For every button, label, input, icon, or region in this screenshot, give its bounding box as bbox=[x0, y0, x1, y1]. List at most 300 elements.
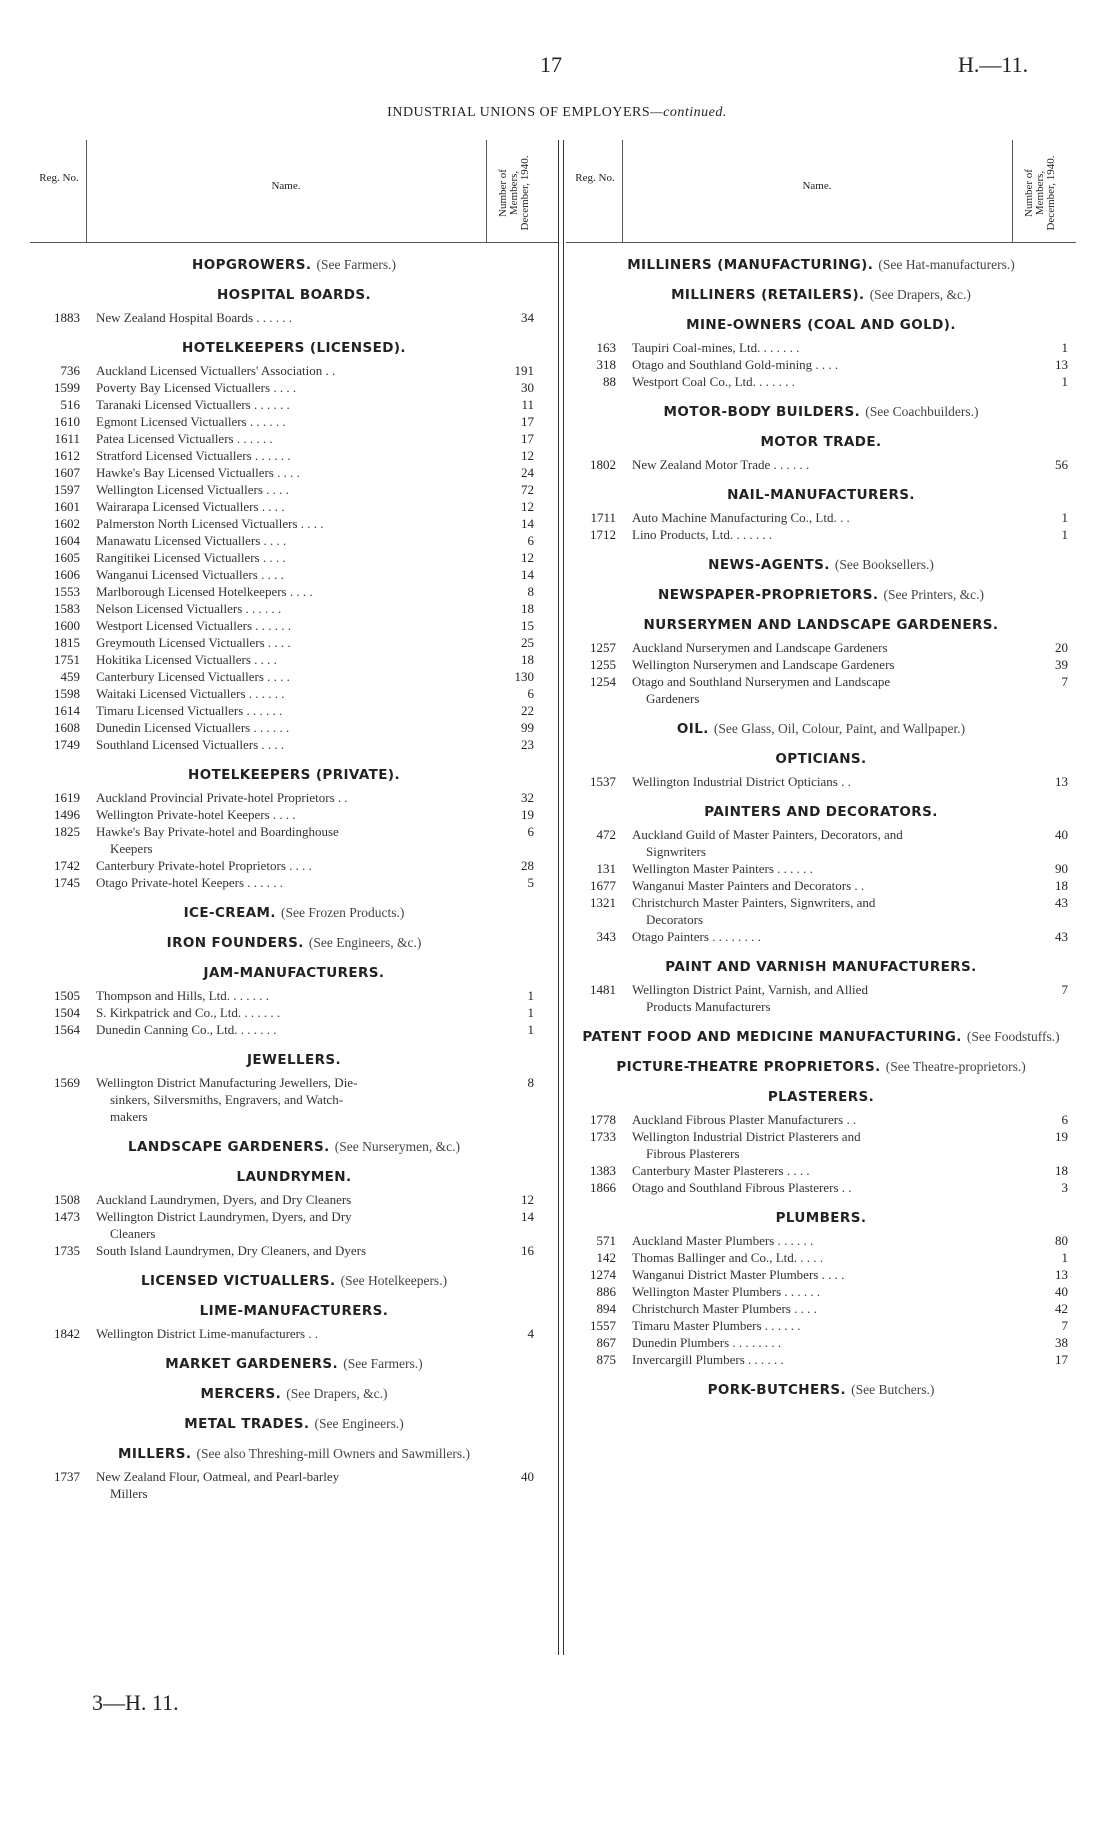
section-title: JAM-MANUFACTURERS. bbox=[203, 965, 385, 981]
reg-number: 736 bbox=[60, 363, 80, 378]
union-row bbox=[566, 860, 1076, 877]
union-name: Auckland Licensed Victuallers' Association . . bbox=[96, 363, 336, 378]
union-row bbox=[30, 736, 558, 753]
reg-number: 1599 bbox=[54, 380, 80, 395]
union-name: Auckland Fibrous Plaster Manufacturers . . bbox=[632, 1112, 857, 1127]
union-name: Auckland Guild of Master Painters, Decorators, and bbox=[632, 827, 903, 842]
union-name: New Zealand Flour, Oatmeal, and Pearl-barley bbox=[96, 1469, 340, 1484]
union-name: Nelson Licensed Victuallers . . . . . . bbox=[96, 601, 282, 616]
column-header bbox=[30, 140, 558, 243]
union-name: Otago and Southland Gold-mining . . . . bbox=[632, 357, 839, 372]
union-row bbox=[30, 1074, 558, 1091]
union-row bbox=[30, 1004, 558, 1021]
section-heading bbox=[566, 1210, 1076, 1226]
member-count: 40 bbox=[521, 1469, 534, 1484]
union-row bbox=[30, 1091, 558, 1108]
union-row bbox=[30, 719, 558, 736]
section-title: MINE-OWNERS (COAL AND GOLD). bbox=[686, 317, 956, 333]
right-column bbox=[566, 140, 1076, 1404]
member-count: 24 bbox=[521, 465, 534, 480]
union-name: Rangitikei Licensed Victuallers . . . . bbox=[96, 550, 286, 565]
section-title: MOTOR TRADE. bbox=[760, 434, 882, 450]
reg-number: 1815 bbox=[54, 635, 80, 650]
union-row bbox=[30, 634, 558, 651]
member-count: 1 bbox=[1061, 340, 1068, 355]
reg-number: 1473 bbox=[54, 1209, 80, 1224]
union-row bbox=[30, 806, 558, 823]
union-row bbox=[566, 373, 1076, 390]
reg-number: 1557 bbox=[590, 1318, 616, 1333]
section-title: NEWS-AGENTS. bbox=[708, 557, 830, 573]
union-row bbox=[566, 1128, 1076, 1145]
reg-number: 1257 bbox=[590, 640, 616, 655]
member-count: 18 bbox=[1055, 878, 1068, 893]
section-title: MILLERS. bbox=[118, 1446, 192, 1462]
section-title: METAL TRADES. bbox=[184, 1416, 310, 1432]
union-row bbox=[566, 981, 1076, 998]
section-heading bbox=[566, 804, 1076, 820]
union-name: Otago and Southland Fibrous Plasterers . . bbox=[632, 1180, 852, 1195]
reg-number: 131 bbox=[596, 861, 616, 876]
union-name: Dunedin Licensed Victuallers . . . . . . bbox=[96, 720, 290, 735]
reg-number: 1612 bbox=[54, 448, 80, 463]
name-header: Name. bbox=[802, 180, 832, 192]
union-name: Otago and Southland Nurserymen and Landscape bbox=[632, 674, 891, 689]
reg-number: 1274 bbox=[590, 1267, 616, 1282]
member-count: 38 bbox=[1055, 1335, 1068, 1350]
member-count: 6 bbox=[1061, 1112, 1068, 1127]
union-name: Manawatu Licensed Victuallers . . . . bbox=[96, 533, 287, 548]
section-heading bbox=[30, 1303, 558, 1319]
union-name: Otago Private-hotel Keepers . . . . . . bbox=[96, 875, 284, 890]
reg-number: 318 bbox=[596, 357, 616, 372]
union-name: Hokitika Licensed Victuallers . . . . bbox=[96, 652, 277, 667]
union-name: Auto Machine Manufacturing Co., Ltd. . . bbox=[632, 510, 850, 525]
union-row bbox=[30, 566, 558, 583]
reg-number: 88 bbox=[603, 374, 616, 389]
see-reference: (See Hat-manufacturers.) bbox=[878, 257, 1015, 272]
left-column-body bbox=[30, 257, 558, 1502]
reg-number: 1504 bbox=[54, 1005, 80, 1020]
section-heading bbox=[30, 1273, 558, 1289]
section-heading bbox=[566, 257, 1076, 273]
member-count: 12 bbox=[521, 550, 534, 565]
union-row bbox=[30, 309, 558, 326]
reg-number: 1611 bbox=[54, 431, 80, 446]
reg-number: 1583 bbox=[54, 601, 80, 616]
reg-number: 1614 bbox=[54, 703, 80, 718]
reg-number: 1607 bbox=[54, 465, 80, 480]
union-row bbox=[30, 1021, 558, 1038]
union-name: S. Kirkpatrick and Co., Ltd. . . . . . . bbox=[96, 1005, 281, 1020]
member-count: 14 bbox=[521, 567, 534, 582]
reg-number: 1677 bbox=[590, 878, 616, 893]
section-heading bbox=[30, 767, 558, 783]
reg-number: 343 bbox=[596, 929, 616, 944]
section-title: NEWSPAPER-PROPRIETORS. bbox=[658, 587, 879, 603]
section-title: IRON FOUNDERS. bbox=[166, 935, 304, 951]
section-title: JEWELLERS. bbox=[246, 1052, 342, 1068]
union-name: Timaru Master Plumbers . . . . . . bbox=[632, 1318, 801, 1333]
section-title: LANDSCAPE GARDENERS. bbox=[128, 1139, 330, 1155]
reg-number: 459 bbox=[60, 669, 80, 684]
section-title: HOPGROWERS. bbox=[192, 257, 312, 273]
reg-number: 163 bbox=[596, 340, 616, 355]
union-name: Wellington District Lime-manufacturers . . bbox=[96, 1326, 319, 1341]
reg-number: 1564 bbox=[54, 1022, 80, 1037]
reg-number: 1842 bbox=[54, 1326, 80, 1341]
member-count: 13 bbox=[1055, 357, 1068, 372]
reg-number: 1619 bbox=[54, 790, 80, 805]
section-heading bbox=[566, 557, 1076, 573]
union-name: Poverty Bay Licensed Victuallers . . . . bbox=[96, 380, 297, 395]
member-count: 13 bbox=[1055, 774, 1068, 789]
union-name: Canterbury Private-hotel Proprietors . . . . bbox=[96, 858, 312, 873]
union-name: Otago Painters . . . . . . . . bbox=[632, 929, 761, 944]
section-title: PORK-BUTCHERS. bbox=[707, 1382, 847, 1398]
section-title: MOTOR-BODY BUILDERS. bbox=[663, 404, 861, 420]
reg-number: 1597 bbox=[54, 482, 80, 497]
union-name: Taupiri Coal-mines, Ltd. . . . . . . bbox=[632, 340, 800, 355]
name-header: Name. bbox=[271, 180, 301, 192]
section-heading bbox=[30, 935, 558, 951]
section-title: HOTELKEEPERS (LICENSED). bbox=[182, 340, 406, 356]
reg-number: 886 bbox=[596, 1284, 616, 1299]
union-row bbox=[566, 998, 1076, 1015]
reg-number: 472 bbox=[596, 827, 616, 842]
union-name: Auckland Provincial Private-hotel Proprietors . . bbox=[96, 790, 348, 805]
left-column bbox=[30, 140, 558, 1502]
section-title: LIME-MANUFACTURERS. bbox=[199, 1303, 389, 1319]
union-name: Greymouth Licensed Victuallers . . . . bbox=[96, 635, 291, 650]
union-name: Christchurch Master Painters, Signwriters, and bbox=[632, 895, 876, 910]
section-heading bbox=[30, 1356, 558, 1372]
union-name: Fibrous Plasterers bbox=[646, 1146, 740, 1161]
union-name: Wellington Nurserymen and Landscape Gardeners bbox=[632, 657, 895, 672]
union-row bbox=[566, 911, 1076, 928]
reg-number: 1604 bbox=[54, 533, 80, 548]
union-row bbox=[30, 1325, 558, 1342]
union-row bbox=[30, 1108, 558, 1125]
reg-number: 867 bbox=[596, 1335, 616, 1350]
member-count: 130 bbox=[514, 669, 534, 684]
member-count: 19 bbox=[521, 807, 534, 822]
reg-number: 1711 bbox=[590, 510, 616, 525]
page-number: 17 bbox=[540, 52, 562, 77]
section-heading bbox=[30, 340, 558, 356]
section-title: OIL. bbox=[676, 721, 709, 737]
section-heading bbox=[566, 487, 1076, 503]
union-row bbox=[30, 532, 558, 549]
member-count: 22 bbox=[521, 703, 534, 718]
union-row bbox=[30, 379, 558, 396]
reg-number: 1383 bbox=[590, 1163, 616, 1178]
section-heading bbox=[30, 1446, 558, 1462]
section-heading bbox=[30, 1139, 558, 1155]
union-row bbox=[30, 1468, 558, 1485]
member-count: 56 bbox=[1055, 457, 1068, 472]
reg-number: 1508 bbox=[54, 1192, 80, 1207]
union-name: Invercargill Plumbers . . . . . . bbox=[632, 1352, 784, 1367]
union-name: Southland Licensed Victuallers . . . . bbox=[96, 737, 285, 752]
union-row bbox=[30, 447, 558, 464]
union-row bbox=[566, 843, 1076, 860]
section-title: PLASTERERS. bbox=[767, 1089, 875, 1105]
union-row bbox=[566, 1317, 1076, 1334]
see-reference: (See Glass, Oil, Colour, Paint, and Wallpaper.) bbox=[713, 721, 966, 736]
member-count: 18 bbox=[521, 652, 534, 667]
reg-no-header: Reg. No. bbox=[39, 172, 79, 184]
member-count: 7 bbox=[1061, 1318, 1068, 1333]
see-reference: (See also Threshing-mill Owners and Sawmillers.) bbox=[196, 1446, 470, 1461]
union-row bbox=[566, 1351, 1076, 1368]
union-name: Wellington Master Plumbers . . . . . . bbox=[632, 1284, 821, 1299]
member-count: 1 bbox=[527, 1005, 534, 1020]
document-reference: H.—11. bbox=[958, 52, 1029, 77]
union-row bbox=[30, 668, 558, 685]
reg-number: 1745 bbox=[54, 875, 80, 890]
union-row bbox=[566, 356, 1076, 373]
member-count: 7 bbox=[1061, 982, 1068, 997]
member-count: 18 bbox=[521, 601, 534, 616]
reg-number: 142 bbox=[596, 1250, 616, 1265]
union-name: Westport Licensed Victuallers . . . . . . bbox=[96, 618, 292, 633]
union-name: Signwriters bbox=[646, 844, 706, 859]
member-count: 14 bbox=[521, 1209, 534, 1224]
see-reference: (See Coachbuilders.) bbox=[865, 404, 979, 419]
section-title: OPTICIANS. bbox=[775, 751, 867, 767]
section-title: LICENSED VICTUALLERS. bbox=[140, 1273, 336, 1289]
union-row bbox=[30, 1242, 558, 1259]
union-row bbox=[30, 857, 558, 874]
union-row bbox=[566, 1283, 1076, 1300]
union-name: Auckland Nurserymen and Landscape Gardeners bbox=[632, 640, 888, 655]
member-count: 191 bbox=[514, 363, 534, 378]
reg-number: 516 bbox=[60, 397, 80, 412]
union-row bbox=[30, 651, 558, 668]
union-row bbox=[30, 583, 558, 600]
union-row bbox=[566, 1300, 1076, 1317]
union-name: Wellington District Laundrymen, Dyers, and Dry bbox=[96, 1209, 352, 1224]
reg-number: 1496 bbox=[54, 807, 80, 822]
member-count: 6 bbox=[527, 686, 534, 701]
reg-number: 1737 bbox=[54, 1469, 80, 1484]
reg-number: 1601 bbox=[54, 499, 80, 514]
member-count: 14 bbox=[521, 516, 534, 531]
section-heading bbox=[30, 1386, 558, 1402]
section-title: HOTELKEEPERS (PRIVATE). bbox=[188, 767, 400, 783]
reg-number: 1606 bbox=[54, 567, 80, 582]
member-count: 43 bbox=[1055, 929, 1068, 944]
section-heading bbox=[566, 751, 1076, 767]
member-count: 40 bbox=[1055, 827, 1068, 842]
section-heading bbox=[566, 587, 1076, 603]
section-title: PICTURE-THEATRE PROPRIETORS. bbox=[616, 1059, 881, 1075]
member-count: 28 bbox=[521, 858, 534, 873]
union-row bbox=[566, 1162, 1076, 1179]
union-row bbox=[30, 789, 558, 806]
reg-number: 1778 bbox=[590, 1112, 616, 1127]
see-reference: (See Drapers, &c.) bbox=[286, 1386, 388, 1401]
union-row bbox=[30, 823, 558, 840]
member-count: 16 bbox=[521, 1243, 534, 1258]
union-name: makers bbox=[110, 1109, 148, 1124]
union-name: Lino Products, Ltd. . . . . . . bbox=[632, 527, 773, 542]
union-name: New Zealand Hospital Boards . . . . . . bbox=[96, 310, 293, 325]
see-reference: (See Theatre-proprietors.) bbox=[885, 1059, 1026, 1074]
page-title: INDUSTRIAL UNIONS OF EMPLOYERS—continued. bbox=[387, 105, 727, 120]
section-title: MILLINERS (RETAILERS). bbox=[671, 287, 865, 303]
union-row bbox=[566, 456, 1076, 473]
members-header: Number of Members, December, 1940. bbox=[497, 155, 531, 231]
union-name: Canterbury Master Plasterers . . . . bbox=[632, 1163, 810, 1178]
union-row bbox=[30, 396, 558, 413]
union-name: Egmont Licensed Victuallers . . . . . . bbox=[96, 414, 286, 429]
union-name: Palmerston North Licensed Victuallers . . . . bbox=[96, 516, 324, 531]
reg-number: 1802 bbox=[590, 457, 616, 472]
union-name: Timaru Licensed Victuallers . . . . . . bbox=[96, 703, 283, 718]
union-name: Cleaners bbox=[110, 1226, 156, 1241]
union-name: Auckland Master Plumbers . . . . . . bbox=[632, 1233, 814, 1248]
union-row bbox=[30, 464, 558, 481]
reg-number: 1569 bbox=[54, 1075, 80, 1090]
reg-number: 1602 bbox=[54, 516, 80, 531]
member-count: 43 bbox=[1055, 895, 1068, 910]
reg-number: 875 bbox=[596, 1352, 616, 1367]
union-row bbox=[566, 1145, 1076, 1162]
section-title: PATENT FOOD AND MEDICINE MANUFACTURING. bbox=[582, 1029, 962, 1045]
reg-number: 1481 bbox=[590, 982, 616, 997]
member-count: 1 bbox=[527, 1022, 534, 1037]
member-count: 18 bbox=[1055, 1163, 1068, 1178]
union-name: Christchurch Master Plumbers . . . . bbox=[632, 1301, 817, 1316]
reg-number: 1610 bbox=[54, 414, 80, 429]
member-count: 1 bbox=[1061, 374, 1068, 389]
union-row bbox=[30, 481, 558, 498]
section-title: NURSERYMEN AND LANDSCAPE GARDENERS. bbox=[643, 617, 999, 633]
see-reference: (See Drapers, &c.) bbox=[869, 287, 971, 302]
union-name: Stratford Licensed Victuallers . . . . . . bbox=[96, 448, 291, 463]
section-title: MILLINERS (MANUFACTURING). bbox=[627, 257, 874, 273]
union-name: Taranaki Licensed Victuallers . . . . . . bbox=[96, 397, 290, 412]
column-divider bbox=[563, 140, 564, 1655]
reg-number: 1742 bbox=[54, 858, 80, 873]
section-title: NAIL-MANUFACTURERS. bbox=[727, 487, 915, 503]
see-reference: (See Frozen Products.) bbox=[281, 905, 405, 920]
union-row bbox=[30, 413, 558, 430]
member-count: 12 bbox=[521, 499, 534, 514]
union-name: Wellington Industrial District Plasterers and bbox=[632, 1129, 861, 1144]
union-name: Wellington District Paint, Varnish, and Allied bbox=[632, 982, 868, 997]
see-reference: (See Printers, &c.) bbox=[883, 587, 984, 602]
section-heading bbox=[30, 257, 558, 273]
union-row bbox=[30, 617, 558, 634]
union-row bbox=[30, 874, 558, 891]
member-count: 42 bbox=[1055, 1301, 1068, 1316]
column-header bbox=[566, 140, 1076, 243]
section-title: MARKET GARDENERS. bbox=[165, 1356, 339, 1372]
union-name: Thomas Ballinger and Co., Ltd. . . . . bbox=[632, 1250, 824, 1265]
reg-number: 1605 bbox=[54, 550, 80, 565]
member-count: 6 bbox=[527, 533, 534, 548]
reg-number: 1537 bbox=[590, 774, 616, 789]
member-count: 72 bbox=[521, 482, 534, 497]
section-title: LAUNDRYMEN. bbox=[236, 1169, 352, 1185]
section-heading bbox=[566, 959, 1076, 975]
reg-number: 1505 bbox=[54, 988, 80, 1003]
column-divider bbox=[558, 140, 559, 1655]
union-name: Wanganui Master Painters and Decorators . . bbox=[632, 878, 865, 893]
member-count: 8 bbox=[527, 584, 534, 599]
member-count: 30 bbox=[521, 380, 534, 395]
union-name: Decorators bbox=[646, 912, 704, 927]
member-count: 6 bbox=[527, 824, 534, 839]
reg-number: 1321 bbox=[590, 895, 616, 910]
reg-number: 1608 bbox=[54, 720, 80, 735]
union-row bbox=[30, 1208, 558, 1225]
section-title: PLUMBERS. bbox=[775, 1210, 867, 1226]
member-count: 5 bbox=[527, 875, 534, 890]
union-row bbox=[30, 362, 558, 379]
union-row bbox=[30, 515, 558, 532]
section-title: MERCERS. bbox=[200, 1386, 282, 1402]
union-name: Products Manufacturers bbox=[646, 999, 771, 1014]
reg-number: 894 bbox=[596, 1301, 616, 1316]
see-reference: (See Foodstuffs.) bbox=[966, 1029, 1060, 1044]
union-row bbox=[30, 498, 558, 515]
member-count: 25 bbox=[521, 635, 534, 650]
union-name: Keepers bbox=[110, 841, 153, 856]
union-name: Wellington Industrial District Opticians . . bbox=[632, 774, 851, 789]
union-row bbox=[30, 1225, 558, 1242]
union-row bbox=[566, 690, 1076, 707]
section-heading bbox=[566, 317, 1076, 333]
union-row bbox=[566, 1249, 1076, 1266]
section-heading bbox=[30, 1169, 558, 1185]
union-row bbox=[566, 639, 1076, 656]
union-row bbox=[566, 773, 1076, 790]
union-row bbox=[566, 673, 1076, 690]
reg-number: 1733 bbox=[590, 1129, 616, 1144]
union-name: Thompson and Hills, Ltd. . . . . . . bbox=[96, 988, 269, 1003]
member-count: 17 bbox=[1055, 1352, 1068, 1367]
union-name: Hawke's Bay Licensed Victuallers . . . . bbox=[96, 465, 300, 480]
section-heading bbox=[566, 287, 1076, 303]
union-row bbox=[566, 1111, 1076, 1128]
union-name: Millers bbox=[110, 1486, 148, 1501]
member-count: 11 bbox=[521, 397, 534, 412]
union-name: Wellington Master Painters . . . . . . bbox=[632, 861, 813, 876]
union-name: Westport Coal Co., Ltd. . . . . . . bbox=[632, 374, 795, 389]
section-heading bbox=[566, 434, 1076, 450]
member-count: 20 bbox=[1055, 640, 1068, 655]
union-name: Canterbury Licensed Victuallers . . . . bbox=[96, 669, 290, 684]
union-name: Wellington Private-hotel Keepers . . . . bbox=[96, 807, 296, 822]
union-row bbox=[30, 549, 558, 566]
member-count: 17 bbox=[521, 431, 534, 446]
union-row bbox=[30, 1485, 558, 1502]
union-row bbox=[30, 685, 558, 702]
member-count: 90 bbox=[1055, 861, 1068, 876]
reg-number: 1600 bbox=[54, 618, 80, 633]
union-row bbox=[566, 928, 1076, 945]
section-heading bbox=[566, 404, 1076, 420]
member-count: 39 bbox=[1055, 657, 1068, 672]
section-heading bbox=[566, 1029, 1076, 1045]
union-row bbox=[566, 526, 1076, 543]
reg-number: 571 bbox=[596, 1233, 616, 1248]
union-row bbox=[30, 600, 558, 617]
